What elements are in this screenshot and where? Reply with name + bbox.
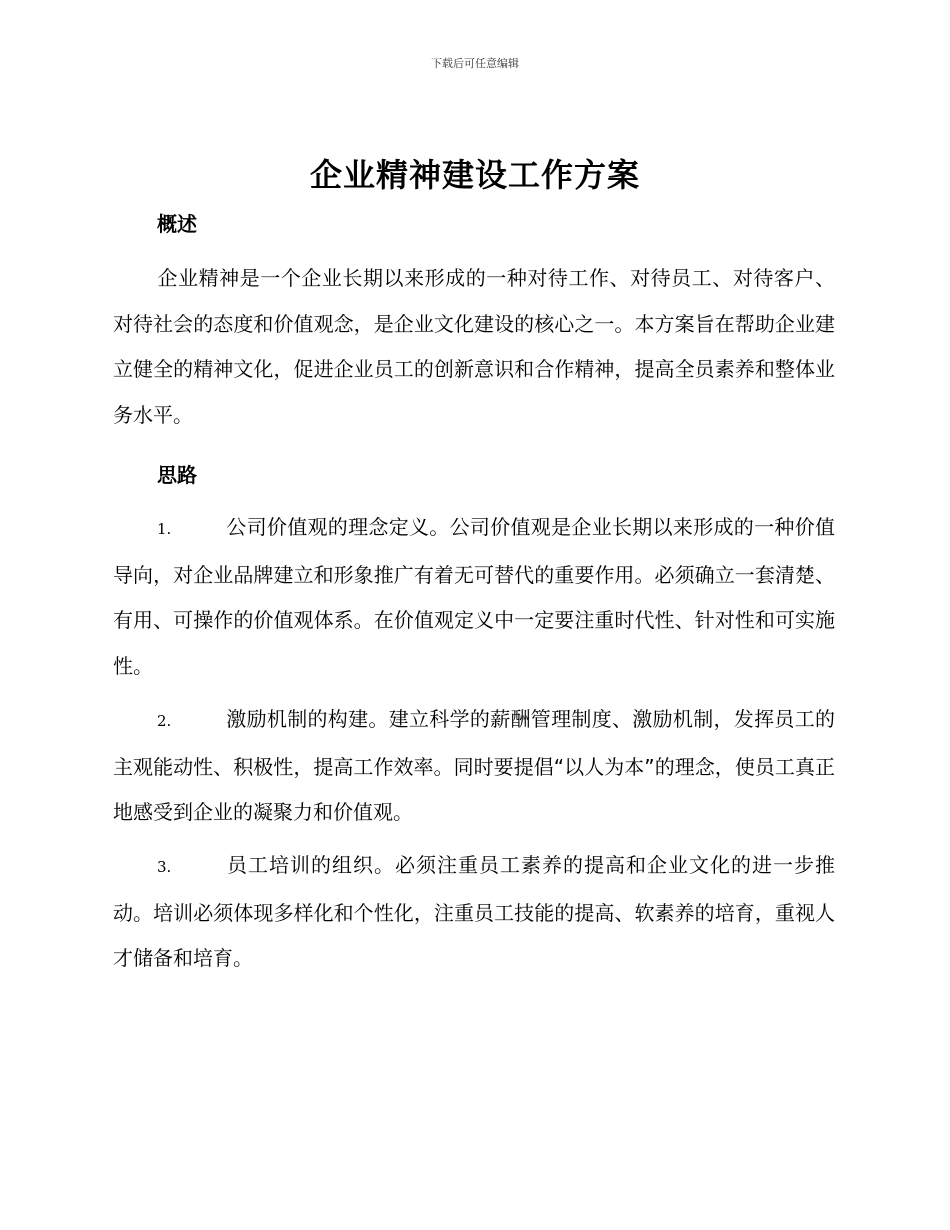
item-text: 员工培训的组织。必须注重员工素养的提高和企业文化的进一步推动。培训必须体现多样化和个性化，注重员工技能的提高、软素养的培育，重视人才储备和培育。: [113, 853, 835, 970]
item-number: 2.: [157, 712, 172, 730]
approach-item-2: [113, 697, 835, 836]
overview-heading: 概述: [157, 212, 197, 236]
header-note: 下载后可任意编辑: [431, 57, 519, 70]
item-text: 公司价值观的理念定义。公司价值观是企业长期以来形成的一种价值导向，对企业品牌建立和形象推广有着无可替代的重要作用。必须确立一套清楚、有用、可操作的价值观体系。在价值观定义中一定要注重时代性、针对性和可实施性。: [113, 515, 835, 678]
approach-item-3: [113, 843, 835, 982]
item-number: 1.: [157, 520, 172, 538]
approach-heading: 思路: [157, 463, 197, 487]
overview-text: 企业精神是一个企业长期以来形成的一种对待工作、对待员工、对待客户、对待社会的态度和价值观念，是企业文化建设的核心之一。本方案旨在帮助企业建立健全的精神文化，促进企业员工的创新意识和合作精神，提高全员素养和整体业务水平。: [113, 266, 835, 427]
item-number: 3.: [157, 858, 172, 876]
approach-item-1: [113, 505, 835, 689]
item-text: 激励机制的构建。建立科学的薪酬管理制度、激励机制，发挥员工的主观能动性、积极性，提高工作效率。同时要提倡“以人为本”的理念，使员工真正地感受到企业的凝聚力和价值观。: [113, 707, 835, 824]
overview-paragraph: [113, 256, 835, 438]
document-title: 企业精神建设工作方案: [309, 156, 640, 194]
